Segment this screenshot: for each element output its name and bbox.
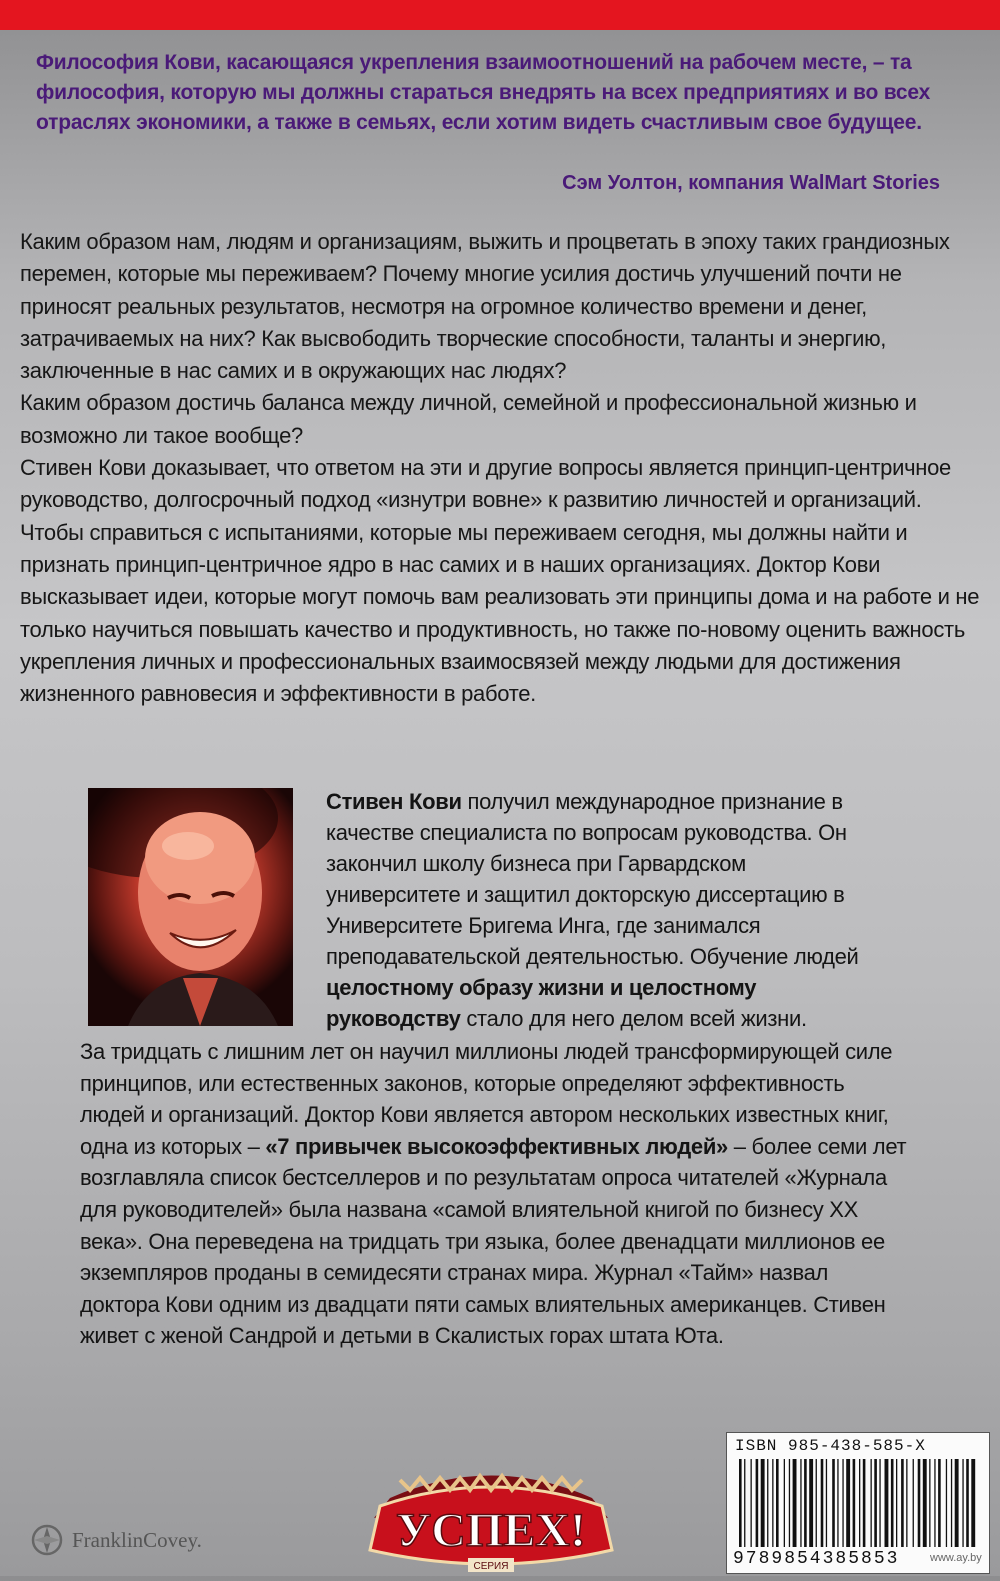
barcode-bar bbox=[853, 1459, 856, 1547]
barcode-bar bbox=[800, 1459, 801, 1547]
bio-text-4: – более семи лет возглавляла список бестселлеров и по результатам опроса читателей «Журнала для руководителей» была названа «самой влиятельной книгой по бизнесу XX века». Она переведена на тридцать три языка, более двенадцати миллионов ее экземпляров проданы в семидесяти странах мира. Журнал «Тайм» назвал доктора Кови одним из двадцати пяти самых влиятельных американцев. Стивен живет с женой Сандрой и детьми в Скалистых горах штата Юта. bbox=[80, 1133, 907, 1349]
publisher-logo bbox=[30, 1520, 202, 1560]
blurb-paragraph-3: Стивен Кови доказывает, что ответом на эти и другие вопросы является принцип-центричное руководство, долгосрочный подход «изнутри вовне» к развитию личностей и организаций. Чтобы справиться с испытаниями, которые мы переживаем сегодня, мы должны найти и признать принцип-центричное ядро в нас самих и в наших организациях. Доктор Кови высказывает идеи, которые могут помочь вам реализовать эти принципы дома и на работе и не только научиться повышать качество и продуктивность, но также по-новому оценить важность укрепления личных и профессиональных взаимосвязей между людьми для достижения жизненного равновесия и эффективности в работе. bbox=[20, 455, 980, 707]
watermark: www.ay.by bbox=[930, 1552, 982, 1564]
barcode-bar bbox=[804, 1459, 807, 1547]
barcode-bar bbox=[913, 1459, 914, 1547]
barcode-bar bbox=[871, 1459, 872, 1547]
barcode-bar bbox=[739, 1459, 742, 1547]
isbn-label: ISBN 985-438-585-X bbox=[735, 1437, 926, 1455]
bio-text-1: получил международное признание в качестве специалиста по вопросам руководства. Он закончил школу бизнеса при Гарвардском университете и защитил докторскую диссертацию в Университете Бригема Инга, где занимался преподавательской деятельностью. Обучение людей bbox=[326, 789, 859, 969]
barcode-bar bbox=[951, 1459, 952, 1547]
barcode-bar bbox=[846, 1459, 850, 1547]
barcode bbox=[737, 1459, 979, 1549]
barcode-bar bbox=[751, 1459, 752, 1547]
barcode-bar bbox=[923, 1459, 927, 1547]
barcode-bar bbox=[891, 1459, 894, 1547]
barcode-bar bbox=[767, 1459, 768, 1547]
barcode-bar bbox=[879, 1459, 880, 1547]
barcode-bar bbox=[837, 1459, 838, 1547]
series-caption: СЕРИЯ bbox=[473, 1561, 509, 1572]
barcode-bar bbox=[885, 1459, 889, 1547]
publisher-name: FranklinCovey. bbox=[72, 1527, 202, 1552]
barcode-bar bbox=[962, 1459, 963, 1547]
blurb-paragraph-2: Каким образом достичь баланса между личной, семейной и профессиональной жизнью и возможно ли такое вообще? bbox=[20, 390, 917, 448]
barcode-bar bbox=[955, 1459, 959, 1547]
top-red-bar bbox=[0, 0, 1000, 30]
series-name: УСПЕХ! bbox=[396, 1504, 586, 1557]
barcode-bar bbox=[929, 1459, 930, 1547]
barcode-bar bbox=[874, 1459, 877, 1547]
bio-text-3: За тридцать с лишним лет он научил миллионы людей трансформирующей силе принципов, или естественных законов, которые определяют эффективность людей и организаций. Доктор Кови является автором нескольких известных книг, одна из которых – bbox=[80, 1039, 893, 1159]
barcode-bar bbox=[744, 1459, 745, 1547]
barcode-bar bbox=[901, 1459, 904, 1547]
franklincovey-compass-icon bbox=[30, 1523, 64, 1557]
barcode-bar bbox=[946, 1459, 947, 1547]
barcode-bar bbox=[971, 1459, 975, 1547]
bio-intro bbox=[326, 786, 886, 1034]
quote-author: Сэм Уолтон, компания WalMart Stories bbox=[562, 172, 940, 194]
barcode-bar bbox=[793, 1459, 797, 1547]
barcode-bar bbox=[832, 1459, 835, 1547]
cover-quote: Философия Кови, касающаяся укрепления взаимоотношений на рабочем месте, – та философия, которую мы должны стараться внедрять на всех предприятиях и во всех отраслях экономики, а также в семьях, если хотим видеть счастливым свое будущее. bbox=[36, 51, 931, 134]
blurb-paragraph-1: Каким образом нам, людям и организациям, выжить и процветать в эпоху таких грандиозных перемен, которые мы переживаем? Почему многие усилия достичь улучшений почти не приносят реальных результатов, несмотря на огромное количество времени и денег, затрачиваемых на них? Как высвободить творческие способности, таланты и энергию, заключенные в нас самих и в окружающих нас людях? bbox=[20, 229, 950, 384]
bio-bold-1: целостному образу жизни и целостному руководству bbox=[326, 975, 757, 1031]
series-logo bbox=[360, 1458, 622, 1576]
barcode-bar bbox=[816, 1459, 817, 1547]
barcode-bar bbox=[842, 1459, 843, 1547]
barcode-bar bbox=[863, 1459, 866, 1547]
barcode-bar bbox=[821, 1459, 824, 1547]
barcode-bar bbox=[761, 1459, 765, 1547]
barcode-bar bbox=[859, 1459, 860, 1547]
bio-continued bbox=[80, 1036, 910, 1352]
barcode-bar bbox=[809, 1459, 813, 1547]
barcode-bar bbox=[776, 1459, 779, 1547]
bio-text-2: стало для него делом всей жизни. bbox=[460, 1006, 807, 1031]
isbn-digits: 9789854385853 bbox=[733, 1549, 900, 1569]
barcode-bar bbox=[938, 1459, 941, 1547]
blurb-text bbox=[20, 226, 980, 710]
author-photo bbox=[88, 788, 293, 1026]
author-name: Стивен Кови bbox=[326, 789, 462, 814]
barcode-bar bbox=[756, 1459, 759, 1547]
barcode-bar bbox=[918, 1459, 921, 1547]
barcode-bar bbox=[784, 1459, 785, 1547]
barcode-bar bbox=[826, 1459, 827, 1547]
bio-bold-2: «7 привычек высокоэффективных людей» bbox=[265, 1133, 728, 1159]
barcode-bar bbox=[966, 1459, 969, 1547]
barcode-bar bbox=[772, 1459, 773, 1547]
barcode-bar bbox=[896, 1459, 897, 1547]
barcode-bar bbox=[906, 1459, 907, 1547]
barcode-bar bbox=[934, 1459, 935, 1547]
barcode-bar bbox=[789, 1459, 790, 1547]
